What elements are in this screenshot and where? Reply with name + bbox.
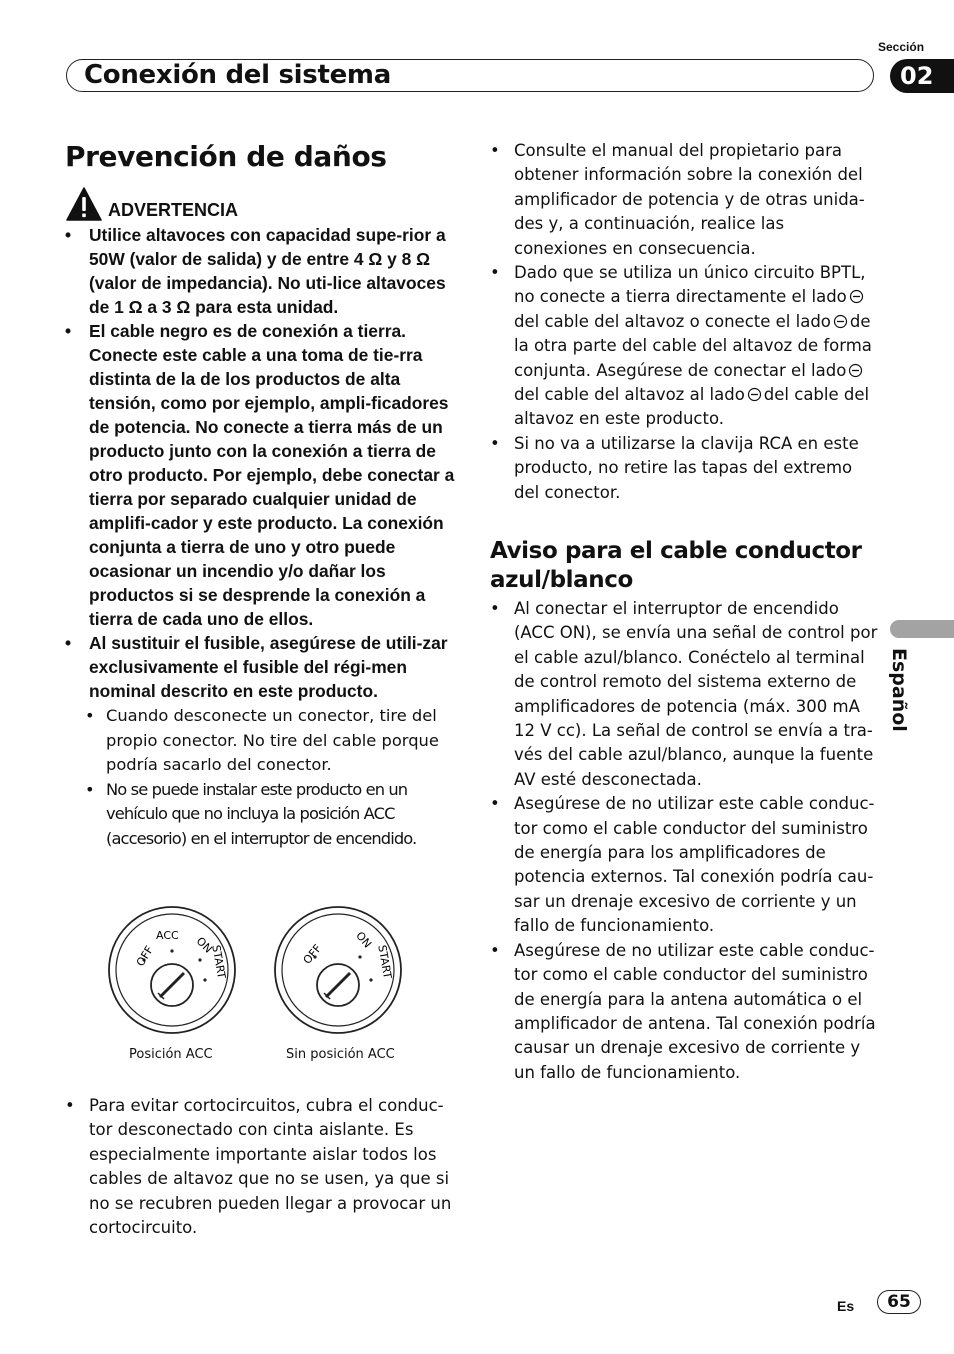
warning-list xyxy=(65,223,455,851)
chapter-title: Conexión del sistema xyxy=(84,60,391,90)
list-item: • Para evitar cortocircuitos, cubra el conduc-tor desconectado con cinta aislante. Es especialmente importante aislar todos los cables de altavoz que no se usen, ya que si no se recubren pueden llegar a provocar un cortocircuito. xyxy=(65,1094,460,1240)
language-tab-bar xyxy=(890,620,954,638)
negative-terminal-icon xyxy=(848,363,863,378)
switch-acc-label: ACC xyxy=(156,929,179,942)
warning-item: • Utilice altavoces con capacidad supe-rior a 50W (valor de salida) y de entre 4 Ω y 8 Ω (valor de impedancia). No uti-lice altavoces de 1 Ω a 3 Ω para esta unidad. xyxy=(65,223,455,319)
switch-on-label: ON xyxy=(193,934,215,956)
list-item: • Asegúrese de no utilizar este cable conduc-tor como el cable conductor del suministro de energía para la antena automática o el amplificador de antena. Tal conexión podría causar un drenaje excesivo de corriente y un fallo de funcionamiento. xyxy=(490,939,880,1085)
negative-terminal-icon xyxy=(833,314,848,329)
warning-triangle-icon xyxy=(66,187,102,221)
warning-sub-list xyxy=(85,704,455,851)
ignition-switch-diagram xyxy=(108,905,408,1040)
sub-item: • Cuando desconecte un conector, tire del propio conector. No tire del cable porque podría sacarlo del conector. xyxy=(85,704,455,778)
switch-start-label: START xyxy=(375,944,395,980)
left-bottom-list xyxy=(65,1094,460,1240)
text-segment: del cable del altavoz o conecte el lado xyxy=(514,311,831,331)
aviso-list xyxy=(490,597,880,1085)
warning-item xyxy=(65,631,455,851)
list-item: • Si no va a utilizarse la clavija RCA en este producto, no retire las tapas del extremo del conector. xyxy=(490,432,880,505)
section-number-badge: 02 xyxy=(890,59,954,93)
page-heading: Prevención de daños xyxy=(65,140,387,173)
ignition-switch-acc xyxy=(109,907,235,1033)
text-segment: Dado que se utiliza un único circuito BPTL, no conecte a tierra directamente el lado xyxy=(514,263,866,307)
negative-terminal-icon xyxy=(849,289,864,304)
text-segment: del cable del altavoz en este producto. xyxy=(514,385,870,429)
section-label: Sección xyxy=(878,40,925,54)
page-number: 65 xyxy=(877,1290,921,1314)
caption-acc: Posición ACC xyxy=(129,1047,213,1062)
subheading: Aviso para el cable conductor azul/blanco xyxy=(490,538,862,593)
switch-off-label: OFF xyxy=(133,943,157,969)
list-item: • Consulte el manual del propietario para obtener información sobre la conexión del amplificador de potencia y de otras unida-des y, a continuación, realice las conexiones en consecuencia. xyxy=(490,139,880,261)
switch-start-label: START xyxy=(209,944,229,980)
warning-item-text: Al sustituir el fusible, asegúrese de utili-zar exclusivamente el fusible del régi-men nominal descrito en este producto. xyxy=(89,633,448,701)
list-item xyxy=(490,261,880,432)
warning-label: ADVERTENCIA xyxy=(108,200,239,220)
list-item: • Asegúrese de no utilizar este cable conduc-tor como el cable conductor del suministro de energía para los amplificadores de potencia externos. Tal conexión podría cau-sar un drenaje excesivo de corriente y un fallo de funcionamiento. xyxy=(490,792,880,938)
language-tab-label: Español xyxy=(888,648,910,732)
footer-language: Es xyxy=(837,1298,855,1314)
switch-on-label: ON xyxy=(353,929,375,951)
ignition-switch-no-acc xyxy=(275,907,401,1033)
right-top-list xyxy=(490,139,880,505)
text-segment: del cable del altavoz al lado xyxy=(514,385,745,405)
text-segment: de la otra parte del cable del altavoz de forma conjunta. Asegúrese de conectar el lado xyxy=(514,311,872,380)
caption-no-acc: Sin posición ACC xyxy=(286,1047,395,1062)
sub-item: • No se puede instalar este producto en un vehículo que no incluya la posición ACC (accesorio) en el interruptor de encendido. xyxy=(85,778,455,852)
list-item: • Al conectar el interruptor de encendido (ACC ON), se envía una señal de control por el cable azul/blanco. Conéctelo al terminal de control remoto del sistema externo de amplificadores de potencia (máx. 300 mA 12 V cc). La señal de control se envía a tra-vés del cable azul/blanco, aunque la fuente AV esté desconectada. xyxy=(490,597,880,792)
warning-item: • El cable negro es de conexión a tierra. Conecte este cable a una toma de tie-rra distinta de la de los productos de alta tensión, como por ejemplo, ampli-ficadores de potencia. No conecte a tierra más de un producto junto con la conexión a tierra de otro producto. Por ejemplo, debe conectar a tierra por separado cualquier unidad de amplifi-cador y este producto. La conexión conjunta a tierra de uno y otro puede ocasionar un incendio y/o dañar los productos si se desprende la conexión a tierra de cada uno de ellos. xyxy=(65,319,455,631)
switch-off-label: OFF xyxy=(300,941,325,967)
negative-terminal-icon xyxy=(747,387,762,402)
